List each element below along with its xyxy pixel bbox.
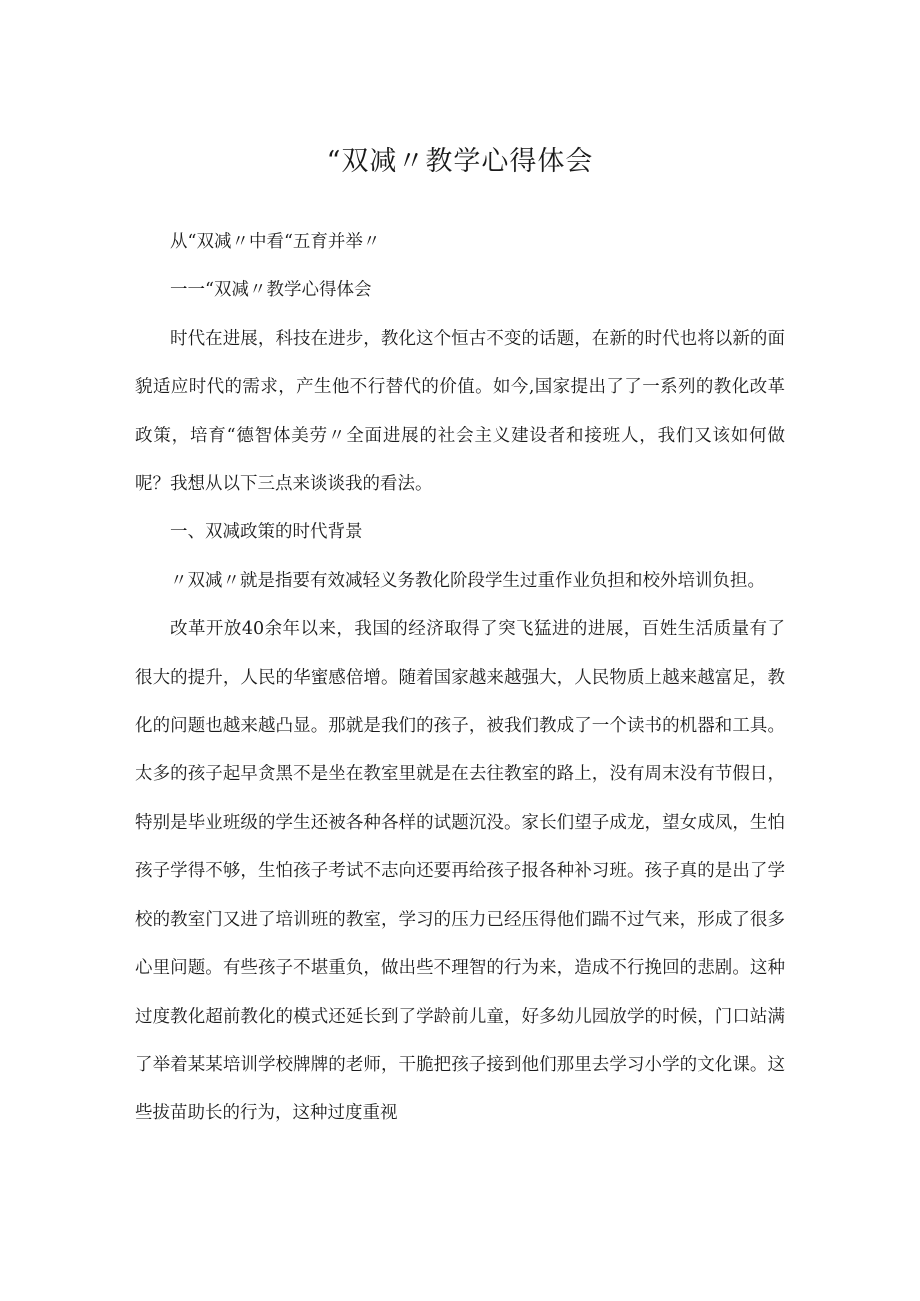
document-title: “双减〃教学心得体会: [326, 146, 594, 177]
subheading-paragraph: 一一“双减〃教学心得体会: [170, 280, 372, 301]
background-paragraph: 改革开放40余年以来，我国的经济取得了突飞猛进的进展，百姓生活质量有了很大的提升，人民的华蜜感倍增。随着国家越来越强大，人民物质上越来越富足，教化的问题也越来越凸显。那就是我们的孩子，被我们教成了一个读书的机器和工具。太多的孩子起早贪黑不是坐在教室里就是在去往教室的路上，没有周末没有节假日，特别是毕业班级的学生还被各种各样的试题沉没。家长们望子成龙，望女成凤，生怕孩子学得不够，生怕孩子考试不志向还要再给孩子报各种补习班。孩子真的是出了学校的教室门又进了培训班的教室，学习的压力已经压得他们踹不过气来，形成了很多心里问题。有些孩子不堪重负，做出些不理智的行为来，造成不行挽回的悲剧。这种过度教化超前教化的模式还延长到了学龄前儿童，好多幼儿园放学的时候，门口站满了举着某某培训学校牌牌的老师，干脆把孩子接到他们那里去学习小学的文化课。这些拔苗助长的行为，这种过度重视: [135, 619, 785, 1124]
section-heading: 一、双减政策的时代背景: [170, 522, 363, 543]
document-body: [135, 218, 785, 1138]
definition-paragraph: 〃双减〃就是指要有效减轻义务教化阶段学生过重作业负担和校外培训负担。: [170, 570, 765, 591]
subtitle-paragraph: 从“双减〃中看“五育并举〃: [170, 232, 381, 252]
intro-paragraph: 时代在进展，科技在进步，教化这个恒古不变的话题，在新的时代也将以新的面貌适应时代的需求，产生他不行替代的价值。如今,国家提出了了一系列的教化改革政策，培育“德智体美劳〃全面进展的社会主义建设者和接班人，我们又该如何做呢？我想从以下三点来谈谈我的看法。: [135, 328, 785, 495]
